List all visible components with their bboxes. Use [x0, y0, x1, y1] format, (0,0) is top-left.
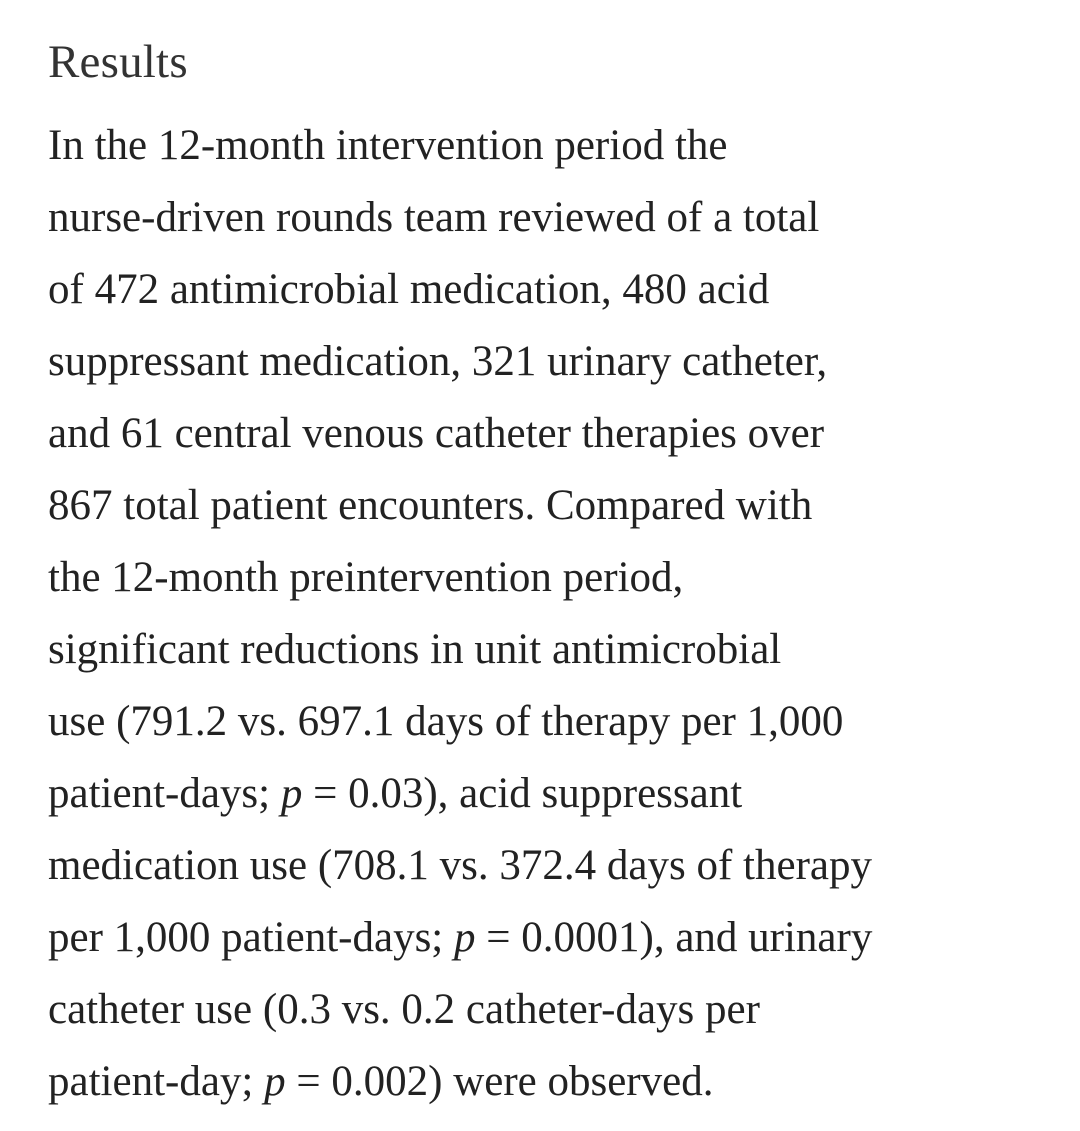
- p-value-symbol: p: [454, 914, 476, 961]
- paragraph-line: significant reductions in unit antimicrobial: [48, 626, 782, 673]
- paragraph-line: nurse-driven rounds team reviewed of a total: [48, 194, 820, 241]
- paragraph-line: 867 total patient encounters. Compared with: [48, 482, 813, 529]
- article-section: [48, 0, 1058, 1118]
- p-value-symbol: p: [280, 770, 303, 817]
- paragraph-line: patient-day; p = 0.002) were observed.: [48, 1058, 714, 1105]
- paragraph-line: per 1,000 patient-days; p = 0.0001), and urinary: [48, 914, 873, 961]
- paragraph-line: In the 12-month intervention period the: [48, 122, 728, 169]
- paragraph-line: of 472 antimicrobial medication, 480 acid: [48, 266, 770, 313]
- paragraph-line: medication use (708.1 vs. 372.4 days of therapy: [48, 842, 872, 889]
- paragraph-line: and 61 central venous catheter therapies over: [48, 410, 825, 457]
- paragraph-line: suppressant medication, 321 urinary catheter,: [48, 338, 828, 385]
- paragraph-line: patient-days; p = 0.03), acid suppressant: [48, 770, 743, 817]
- results-paragraph: [48, 110, 1058, 1118]
- section-heading: Results: [48, 36, 188, 88]
- p-value-symbol: p: [264, 1058, 286, 1105]
- paragraph-line: use (791.2 vs. 697.1 days of therapy per 1,000: [48, 698, 844, 745]
- paragraph-line: catheter use (0.3 vs. 0.2 catheter-days per: [48, 986, 760, 1033]
- paragraph-line: the 12-month preintervention period,: [48, 554, 684, 601]
